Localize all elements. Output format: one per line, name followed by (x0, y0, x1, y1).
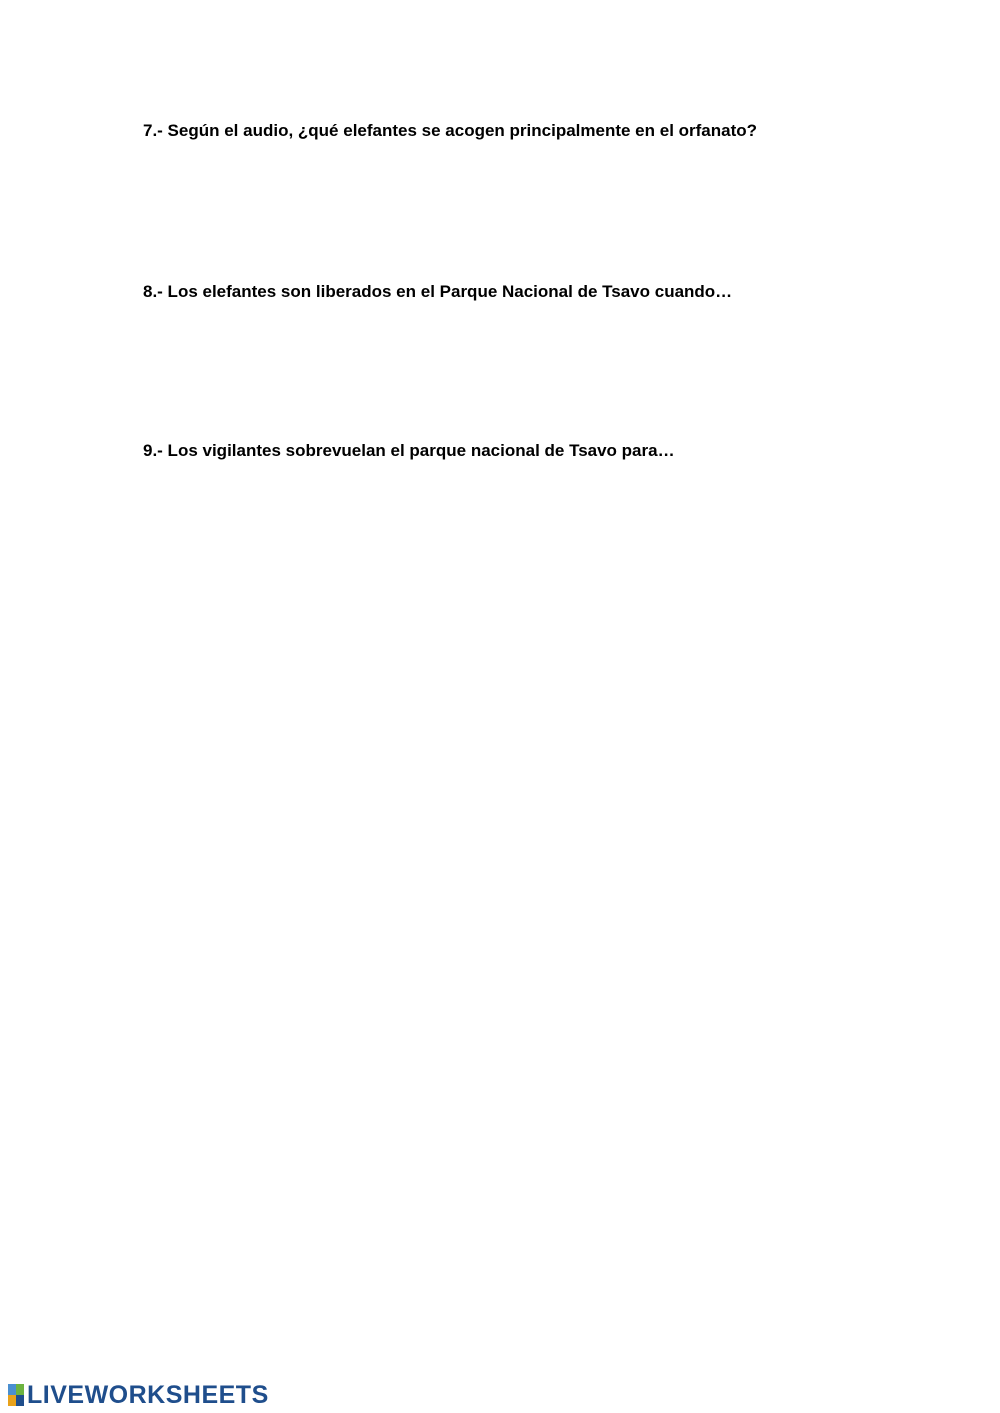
logo-text: LIVEWORKSHEETS (27, 1381, 269, 1409)
liveworksheets-logo-icon (8, 1384, 24, 1406)
footer-logo (8, 1383, 269, 1407)
question-7: 7.- Según el audio, ¿qué elefantes se acogen principalmente en el orfanato? (143, 121, 758, 140)
question-8: 8.- Los elefantes son liberados en el Parque Nacional de Tsavo cuando… (143, 282, 733, 301)
question-9: 9.- Los vigilantes sobrevuelan el parque nacional de Tsavo para… (143, 441, 675, 460)
